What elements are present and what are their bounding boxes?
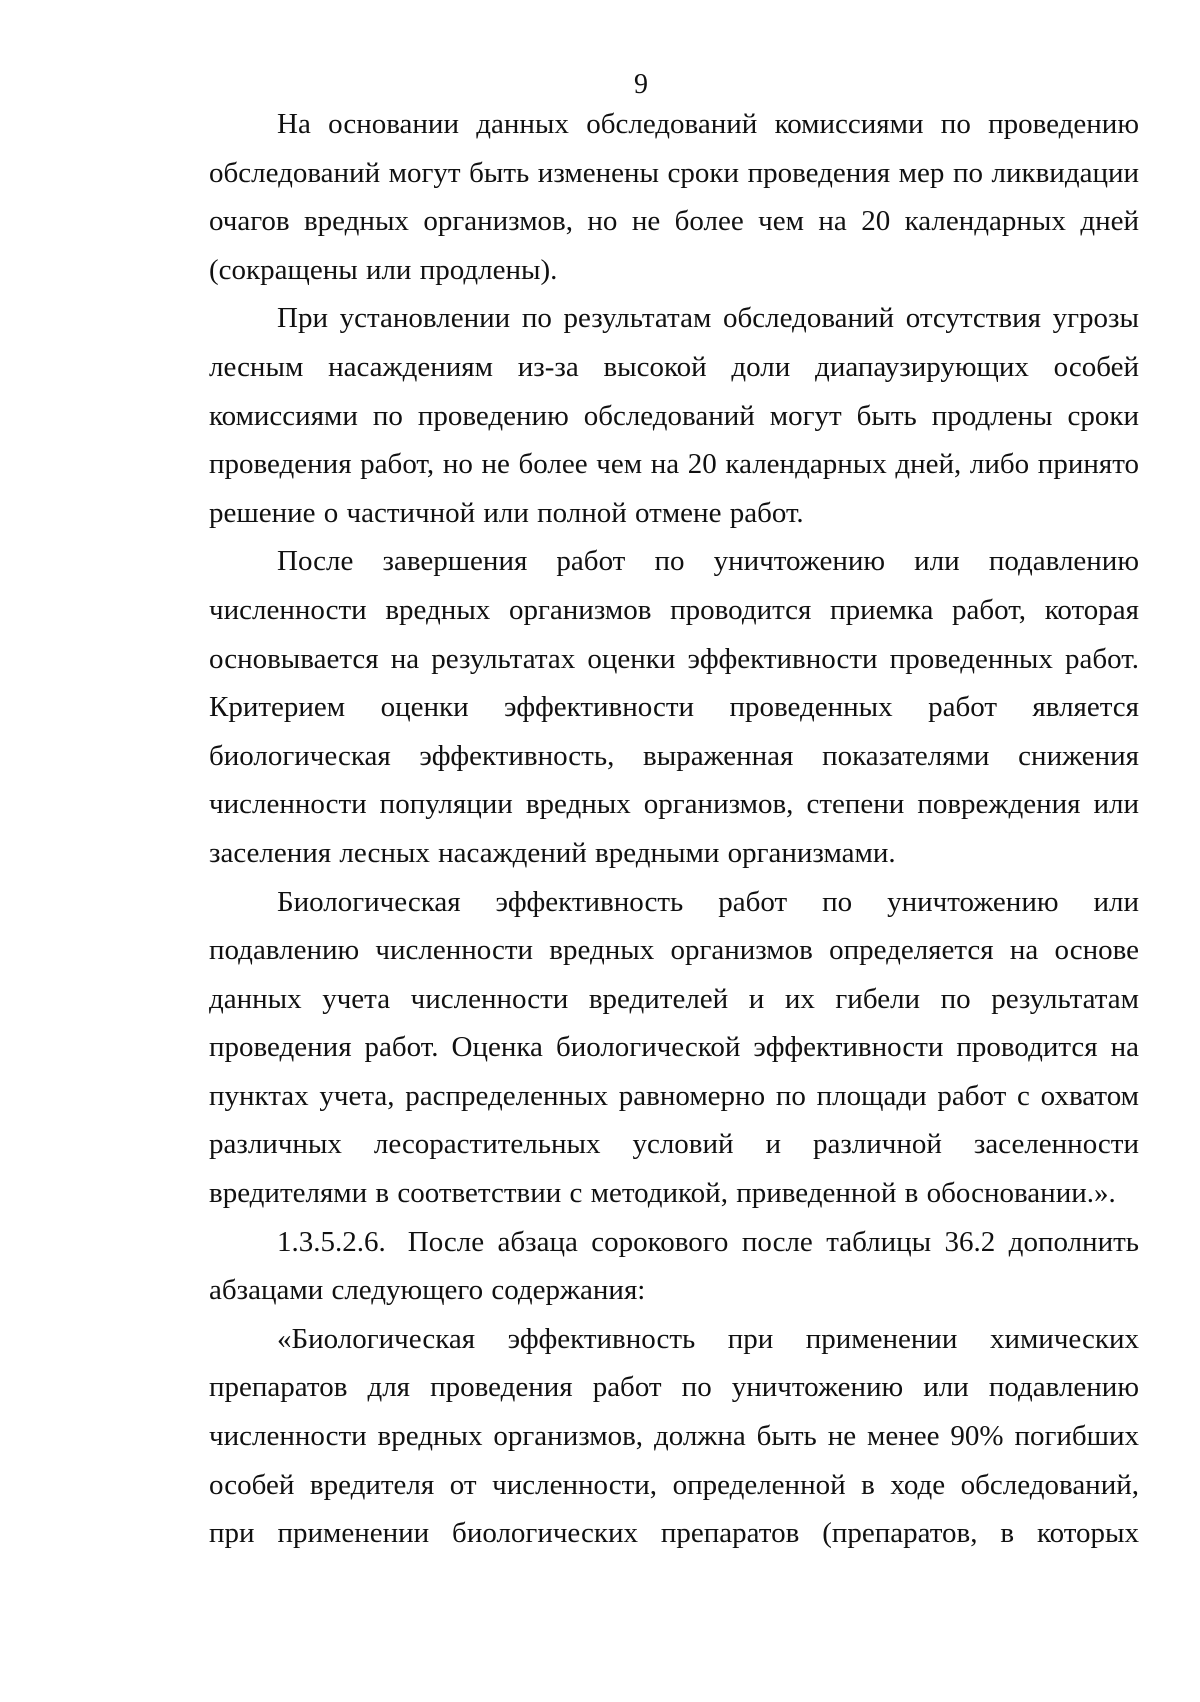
paragraph-clause-amendment (209, 1218, 1139, 1315)
paragraph-no-threat-extension: При установлении по результатам обследований отсутствия угрозы лесным насаждениям из-за высокой доли диапаузирующих особей комиссиями по проведению обследований могут быть продлены сроки проведения работ, но не более чем на 20 календарных дней, либо принято решение о частичной или полной отмене работ. (209, 302, 1139, 529)
clause-number: 1.3.5.2.6. (277, 1225, 386, 1258)
document-body (209, 100, 1139, 1558)
paragraph-survey-commission-terms: На основании данных обследований комиссиями по проведению обследований могут быть изменены сроки проведения мер по ликвидации очагов вредных организмов, но не более чем на 20 календарных дней (сокращены или продлены). (209, 108, 1139, 286)
paragraph-acceptance-of-works: После завершения работ по уничтожению или подавлению численности вредных организмов проводится приемка работ, которая основывается на результатах оценки эффективности проведенных работ. Критерием оценки эффективности проведенных работ является биологическая эффективность, выраженная показателями снижения численности популяции вредных организмов, степени повреждения или заселения лесных насаждений вредными организмами. (209, 545, 1139, 869)
clause-text: После абзаца сорокового после таблицы 36.2 дополнить абзацами следующего содержания: (209, 1225, 1139, 1307)
page-number: 9 (634, 69, 648, 100)
paragraph-chemical-preparations-efficiency: «Биологическая эффективность при применении химических препаратов для проведения работ по уничтожению или подавлению численности вредных организмов, должна быть не менее 90% погибших особей вредителя от численности, определенной в ходе обследований, при применении биологических препаратов (препаратов, в которых (209, 1322, 1139, 1550)
paragraph-biological-efficiency-definition: Биологическая эффективность работ по уничтожению или подавлению численности вредных организмов определяется на основе данных учета численности вредителей и их гибели по результатам проведения работ. Оценка биологической эффективности проводится на пунктах учета, распределенных равномерно по площади работ с охватом различных лесорастительных условий и различной заселенности вредителями в соответствии с методикой, приведенной в обосновании.». (209, 885, 1139, 1210)
